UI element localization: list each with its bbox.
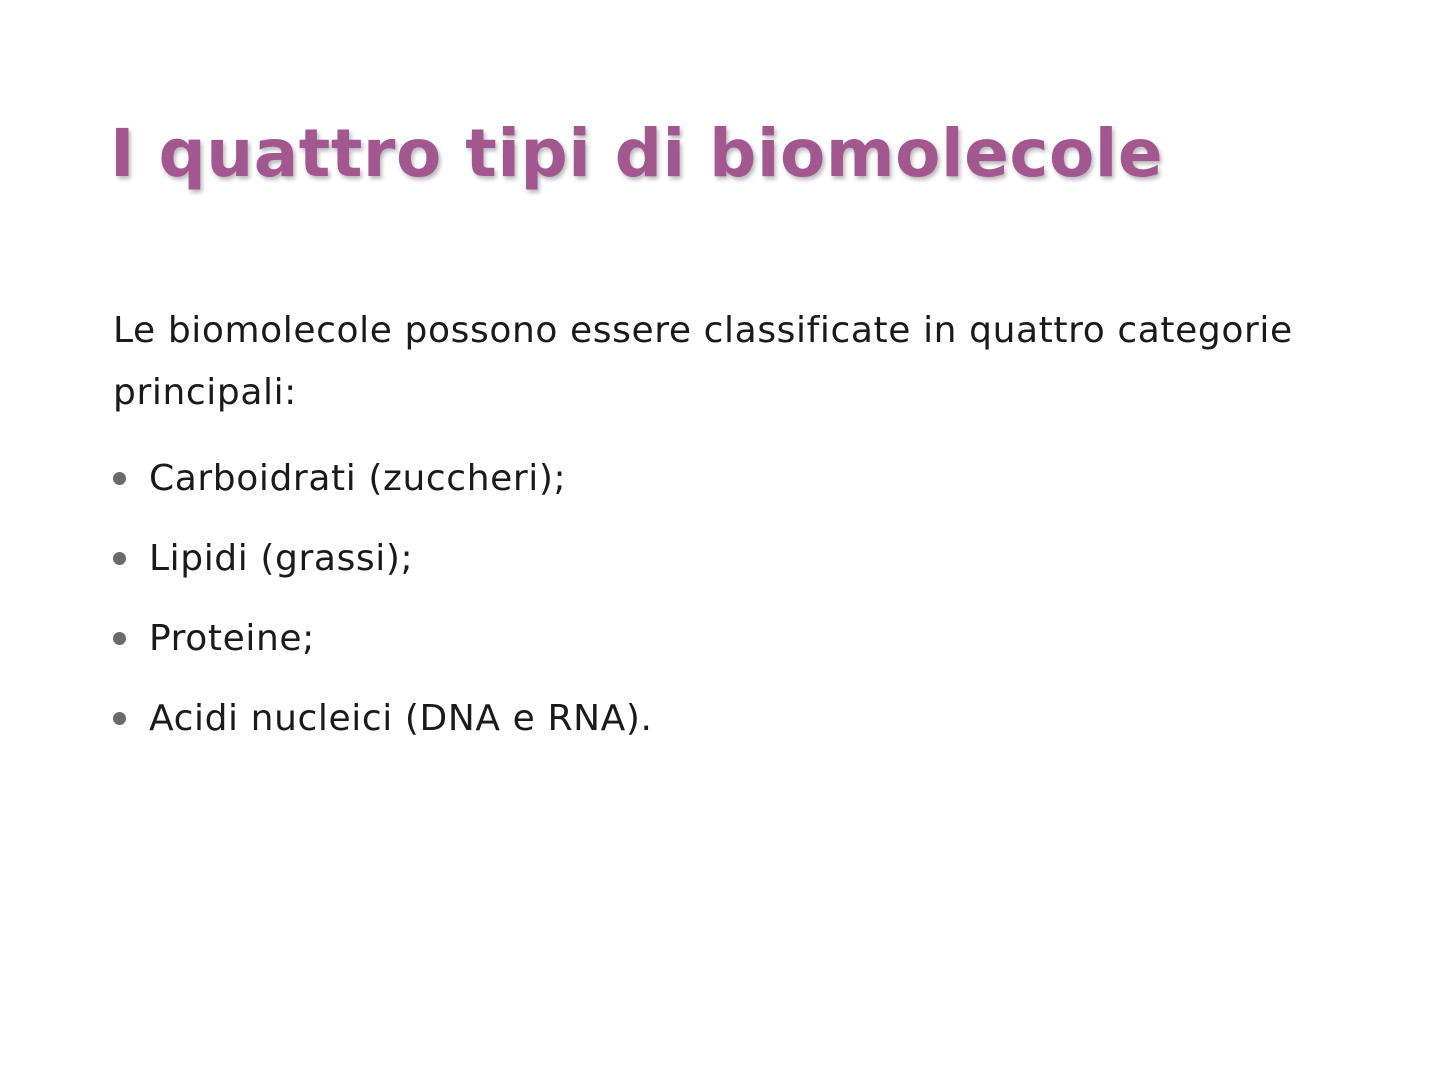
list-item-text: Acidi nucleici (DNA e RNA). (149, 697, 653, 739)
list-item (113, 518, 653, 598)
bullet-list (113, 438, 653, 758)
slide-title: I quattro tipi di biomolecole (110, 115, 1164, 192)
intro-paragraph: Le biomolecole possono essere classificate in quattro categorie principali: (113, 310, 1293, 413)
bullet-dot-icon (113, 552, 126, 565)
list-item-text: Lipidi (grassi); (149, 537, 414, 579)
bullet-dot-icon (113, 472, 126, 485)
list-item (113, 598, 653, 678)
list-item (113, 678, 653, 758)
list-item-text: Carboidrati (zuccheri); (149, 457, 567, 499)
bullet-dot-icon (113, 712, 126, 725)
list-item-text: Proteine; (149, 617, 315, 659)
list-item (113, 438, 653, 518)
bullet-dot-icon (113, 632, 126, 645)
